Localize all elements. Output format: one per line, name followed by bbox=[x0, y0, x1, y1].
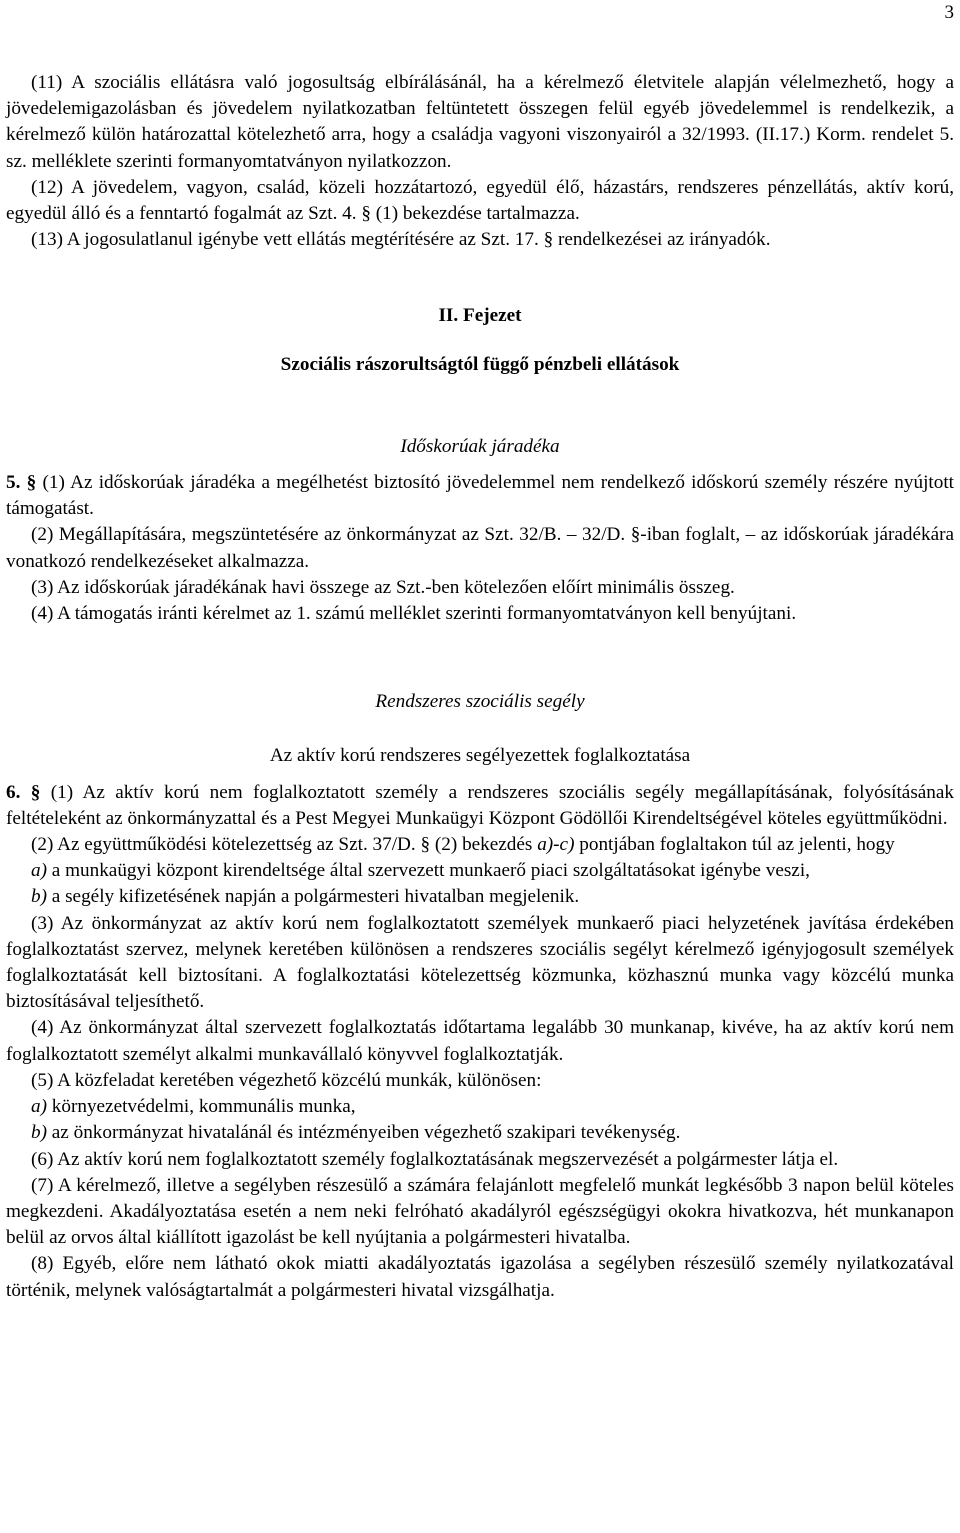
section-heading-rendszeres: Rendszeres szociális segély bbox=[375, 691, 585, 713]
paragraph-13: (13) A jogosulatlanul igénybe vett ellátás megtérítésére az Szt. 17. § rendelkezései az irányadók. bbox=[31, 229, 771, 251]
section-6-paragraph-7: (7) A kérelmező, illetve a segélyben részesülő a számára felajánlott megfelelő munkát legkésőbb 3 napon belül köteles megkezdeni. Akadályoztatása esetén a nem neki felróható akadályról egészségügyi okokra hivatkozva, hét munkanapon belül az orvos által kiállított igazolást be kell nyújtania a polgármesteri hivatalba. bbox=[6, 1174, 954, 1249]
section-6-paragraph-4: (4) Az önkormányzat által szervezett foglalkoztatás időtartama legalább 30 munkanap, kivéve, ha az aktív korú nem foglalkoztatott személyt alkalmi munkavállaló könyvvel foglalkoztatják. bbox=[6, 1017, 954, 1065]
section-6-item-5b: b) az önkormányzat hivatalánál és intézményeiben végezhető szakipari tevékenység. bbox=[31, 1122, 681, 1144]
chapter-number: II. Fejezet bbox=[438, 305, 522, 327]
section-5-paragraph-1: 5. § (1) Az időskorúak járadéka a megélhetést biztosító jövedelemmel nem rendelkező időskorú személy részére nyújtott támogatást. bbox=[6, 472, 954, 520]
document-body bbox=[6, 70, 954, 1304]
section-subheading: Az aktív korú rendszeres segélyezettek foglalkoztatása bbox=[269, 745, 691, 767]
section-6-paragraph-2: (2) Az együttműködési kötelezettség az Szt. 37/D. § (2) bekezdés a)-c) pontjában foglaltakon túl az jelenti, hogy bbox=[31, 834, 895, 856]
section-6-item-b: b) a segély kifizetésének napján a polgármesteri hivatalban megjelenik. bbox=[31, 886, 580, 908]
section-5-paragraph-3: (3) Az időskorúak járadékának havi összege az Szt.-ben kötelezően előírt minimális összeg. bbox=[31, 576, 735, 598]
section-number: 5. § bbox=[6, 472, 37, 494]
section-number: 6. § bbox=[6, 781, 41, 803]
page-number: 3 bbox=[944, 2, 954, 23]
section-6-paragraph-1: 6. § (1) Az aktív korú nem foglalkoztatott személy a rendszeres szociális segély megállapításának, folyósításának feltételeként az önkormányzattal és a Pest Megyei Munkaügyi Központ Gödöllői Kirendeltségével köteles együttműködni. bbox=[6, 781, 955, 829]
section-5-paragraph-4: (4) A támogatás iránti kérelmet az 1. számú melléklet szerinti formanyomtatványon kell benyújtani. bbox=[31, 603, 797, 625]
section-6-paragraph-8: (8) Egyéb, előre nem látható okok miatti akadályoztatás igazolása a segélyben részesülő személy nyilatkozatával történik, melynek valóságtartalmát a polgármesteri hivatal vizsgálhatja. bbox=[6, 1253, 954, 1301]
section-heading-idoskoruak: Időskorúak járadéka bbox=[400, 435, 560, 457]
section-6-paragraph-3: (3) Az önkormányzat az aktív korú nem foglalkoztatott személyek munkaerő piaci helyzetének javítása érdekében foglalkoztatást szervez, melynek keretében különösen a rendszeres szociális segélyt kérelmező igényjogosult személyek foglalkoztatását kell biztosítani. A foglalkoztatási kötelezettség közmunka, közhasznú munka vagy közcélú munka biztosításával teljesíthető. bbox=[6, 912, 954, 1013]
section-6-paragraph-5: (5) A közfeladat keretében végezhető közcélú munkák, különösen: bbox=[31, 1069, 542, 1091]
section-6-paragraph-6: (6) Az aktív korú nem foglalkoztatott személy foglalkoztatásának megszervezését a polgármester látja el. bbox=[31, 1148, 839, 1170]
section-5-paragraph-2: (2) Megállapítására, megszüntetésére az önkormányzat az Szt. 32/B. – 32/D. §-iban foglalt, – az időskorúak járadékára vonatkozó rendelkezéseket alkalmazza. bbox=[6, 524, 954, 572]
section-6-item-a: a) a munkaügyi központ kirendeltsége által szervezett munkaerő piaci szolgáltatásokat igénybe veszi, bbox=[31, 860, 810, 882]
paragraph-11: (11) A szociális ellátásra való jogosultság elbírálásánál, ha a kérelmező életvitele alapján vélelmezhető, hogy a jövedelemigazolásban és jövedelem nyilatkozatban feltüntetett összegen felül egyéb jövedelemmel is rendelkezik, a kérelmező külön határozattal kötelezhető arra, hogy a családja vagyoni viszonyairól a 32/1993. (II.17.) Korm. rendelet 5. sz. melléklete szerinti formanyomtatványon nyilatkozzon. bbox=[6, 72, 954, 172]
paragraph-12: (12) A jövedelem, vagyon, család, közeli hozzátartozó, egyedül élő, házastárs, rendszeres pénzellátás, aktív korú, egyedül álló és a fenntartó fogalmát az Szt. 4. § (1) bekezdése tartalmazza. bbox=[6, 176, 954, 225]
section-6-item-5a: a) környezetvédelmi, kommunális munka, bbox=[31, 1096, 356, 1118]
chapter-title: Szociális rászorultságtól függő pénzbeli ellátások bbox=[280, 353, 680, 375]
